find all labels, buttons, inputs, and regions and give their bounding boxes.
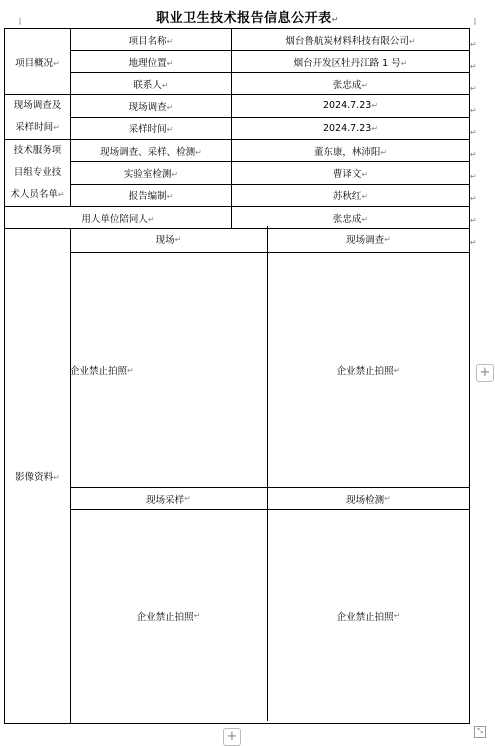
companion-value: 张忠成↵ (232, 207, 470, 229)
crop-mark-icon (14, 18, 21, 25)
table-cell-key: 联系人↵ (71, 73, 232, 95)
image-header-sampling: 现场采样 ↵ (146, 494, 191, 506)
table-cell-key: 现场调查、采样、检测↵ (71, 140, 232, 162)
survey-label: 现场调查及 采样时间↵ (5, 95, 71, 140)
row-end-markers: ↵ ↵ ↵ ↵ ↵ ↵ ↵ ↵ ↵ ↵ (470, 40, 477, 247)
add-row-button[interactable]: + (223, 728, 241, 746)
overview-label: 项目概况↵ (5, 29, 71, 95)
add-column-button[interactable]: + (476, 364, 494, 382)
table-cell-key: 项目名称↵ (71, 29, 232, 51)
image-placeholder: 企业禁止拍照 ↵ (136, 611, 201, 623)
staff-label: 技术服务项 目组专业技 术人员名单↵ (5, 140, 71, 207)
crop-mark-icon (474, 18, 481, 25)
table-cell-value: 张忠成↵ (232, 73, 470, 95)
image-placeholder: 企业禁止拍照 ↵ (336, 365, 401, 377)
images-label: 影像资料↵ (5, 229, 71, 724)
table-cell-key: 现场调查↵ (71, 95, 232, 118)
document-title: 职业卫生技术报告信息公开表↵ (156, 11, 339, 26)
table-cell-key: 采样时间↵ (71, 117, 232, 140)
table-cell-value: 烟台鲁航炭材料科技有限公司↵ (232, 29, 470, 51)
table-cell-value: 2024.7.23↵ (232, 95, 470, 118)
image-grid (70, 226, 469, 721)
companion-key: 用人单位陪同人↵ (5, 207, 232, 229)
image-header-site: 现场 ↵ (155, 234, 182, 246)
image-header-survey: 现场调查 ↵ (346, 234, 391, 246)
table-cell-value: 2024.7.23↵ (232, 117, 470, 140)
image-placeholder: 企业禁止拍照 ↵ (70, 365, 134, 377)
table-resize-handle[interactable]: ⤡ (474, 726, 486, 738)
table-cell-key: 地理位置↵ (71, 51, 232, 73)
image-placeholder: 企业禁止拍照 ↵ (336, 611, 401, 623)
table-cell-value: 董东康，林沛阳↵ (232, 140, 470, 162)
table-cell-key: 实验室检测↵ (71, 162, 232, 184)
table-cell-value: 烟台开发区牡丹江路 1 号↵ (232, 51, 470, 73)
table-cell-value: 苏秋红↵ (232, 184, 470, 206)
table-cell-key: 报告编制↵ (71, 184, 232, 206)
image-header-testing: 现场检测 ↵ (346, 494, 391, 506)
table-cell-value: 曹译文↵ (232, 162, 470, 184)
